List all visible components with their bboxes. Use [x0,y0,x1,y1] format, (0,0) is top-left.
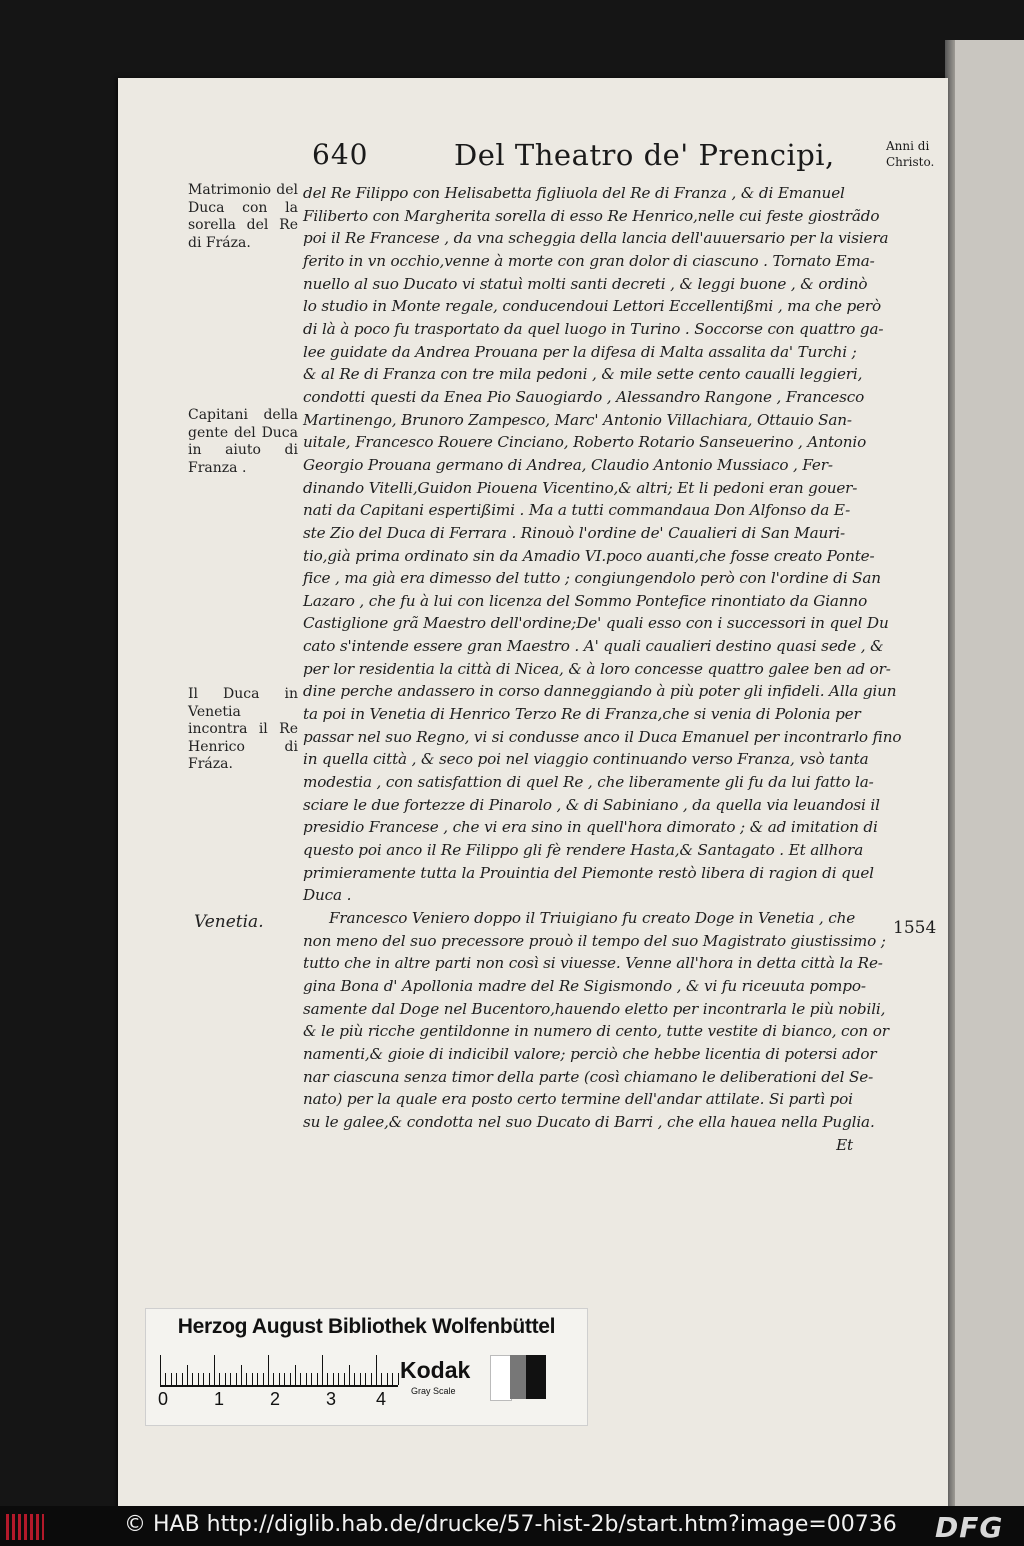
text-line: lee guidate da Andrea Prouana per la difesa di Malta assalita da' Turchi ; [303,342,857,361]
text-line: per lor residentia la città di Nicea, & à loro concesse quattro galee ben ad or- [303,659,891,678]
ruler-tick [306,1373,307,1385]
ruler-tick [295,1365,296,1385]
ruler-tick [392,1373,393,1385]
ruler-tick [349,1365,350,1385]
text-line: namenti,& gioie di indicibil valore; perciò che hebbe licentia di potersi ador [303,1044,877,1063]
ruler-tick [165,1373,166,1385]
ruler-tick [246,1373,247,1385]
text-line: di là à poco fu trasportato da quel luogo in Turino . Soccorse con quattro ga- [303,319,884,338]
ruler-tick [387,1373,388,1385]
text-line: non meno del suo precessore prouò il tempo del suo Magistrato giustissimo ; [303,931,886,950]
text-line: Georgio Prouana germano di Andrea, Claudio Antonio Mussiaco , Fer- [303,455,833,474]
text-line: gina Bona d' Apollonia madre del Re Sigismondo , & vi fu riceuuta pompo- [303,976,866,995]
ruler-tick [381,1373,382,1385]
margin-note: Matrimonio del Duca con la sorella del Re di Fráza. [188,182,298,251]
text-line: primieramente tutta la Prouintia del Piemonte restò libera di ragion di quel [303,863,874,882]
ruler-tick [365,1373,366,1385]
text-line: del Re Filippo con Helisabetta figliuola del Re di Franza , & di Emanuel [303,184,845,202]
text-line: & al Re di Franza con tre mila pedoni , & mile sette cento caualli leggieri, [303,365,863,384]
ruler-tick [327,1373,328,1385]
ruler-tick [192,1373,193,1385]
ruler-tick [176,1373,177,1385]
ruler-tick [300,1373,301,1385]
ruler-tick [230,1373,231,1385]
footer-url[interactable]: © HAB http://diglib.hab.de/drucke/57-hist-2b/start.htm?image=00736 [124,1512,897,1537]
ruler-tick [257,1373,258,1385]
text-line: su le galee,& condotta nel suo Ducato di Barri , che ella hauea nella Puglia. [303,1112,875,1131]
ruler-tick [219,1373,220,1385]
ruler-number: 3 [326,1389,337,1409]
text-line: nar ciascuna senza timor della parte (così chiamano le deliberationi del Se- [303,1067,874,1086]
ruler-tick [273,1373,274,1385]
ruler-tick [263,1373,264,1385]
text-line: uitale, Francesco Rouere Cinciano, Roberto Rotario Sanseuerino , Antonio [303,433,867,452]
text-line: presidio Francese , che vi era sino in quell'hora dimorato ; & ad imitation di [303,818,878,837]
year-head-line: Anni di [886,139,930,153]
year-column-heading [886,138,956,170]
text-line: poi il Re Francese , da vna scheggia della lancia dell'auuersario per la visiera [303,229,889,248]
text-line: Francesco Veniero doppo il Triuigiano fu creato Doge in Venetia , che [329,909,856,927]
margin-year: 1554 [893,918,937,938]
text-line: cato s'intende essere gran Maestro . A' quali caualieri destino quasi sede , & [303,637,884,656]
ruler-number: 4 [376,1389,387,1409]
ruler-tick [290,1373,291,1385]
ruler-tick [182,1373,183,1385]
text-line: Castiglione grã Maestro dell'ordine;De' quali esso con i successori in quel Du [303,614,889,633]
catchword: Et [836,1135,853,1154]
gray-patch-black [526,1355,546,1399]
text-line: passar nel suo Regno, vi si condusse anco il Duca Emanuel per incontrarlo fino [303,727,902,746]
text-line: Filiberto con Margherita sorella di esso Re Henrico,nelle cui feste giostrãdo [303,206,880,225]
ruler-tick [225,1373,226,1385]
text-line: questo poi anco il Re Filippo gli fè rendere Hasta,& Santagato . Et allhora [303,841,864,860]
text-line: tio,già prima ordinato sin da Amadio VI.poco auanti,che fosse creato Ponte- [303,546,875,565]
text-line: condotti questi da Enea Pio Sauogiardo , Alessandro Rangone , Francesco [303,387,865,406]
margin-note: Venetia. [194,912,264,932]
kodak-subtitle: Gray Scale [411,1386,456,1396]
text-line: Duca . [303,886,352,905]
text-line: nato) per la quale era posto certo termine dell'andar attilate. Si partì poi [303,1090,853,1109]
ruler-number: 1 [214,1389,225,1409]
text-line: dine perche andassero in corso danneggiando à più poter gli infideli. Alla giun [303,682,897,701]
text-line: modestia , con satisfattion di quel Re , che liberamente gli fu da lui fatto la- [303,773,874,792]
barcode-icon [6,1514,44,1540]
ruler-tick [241,1365,242,1385]
text-line: Martinengo, Brunoro Zampesco, Marc' Antonio Villachiara, Ottauio San- [303,410,852,429]
text-line: in quella città , & seco poi nel viaggio continuando verso Franza, vsò tanta [303,750,869,769]
page-header [312,136,952,182]
text-line: lo studio in Monte regale, conducendoui Lettori Eccellentißmi , ma che però [303,297,882,316]
gray-patch-mid [510,1355,526,1399]
ruler-tick [252,1373,253,1385]
text-line: nati da Capitani espertißimi . Ma a tutti commandaua Don Alfonso da E- [303,501,851,520]
ruler-tick [284,1373,285,1385]
page-number: 640 [312,138,369,171]
text-line: fice , ma già era dimesso del tutto ; congiungendolo però con l'ordine di San [303,569,881,588]
viewer-footer [0,1506,1024,1546]
ruler-tick [236,1373,237,1385]
card-title: Herzog August Bibliothek Wolfenbüttel [177,1315,556,1338]
ruler-tick [322,1355,323,1385]
text-line: ferito in vn occhio,venne à morte con gran dolor di ciascuno . Tornato Ema- [303,251,875,270]
ruler-tick [344,1373,345,1385]
text-line: Lazaro , che fu à lui con licenza del Sommo Pontefice rinontiato da Gianno [303,591,868,610]
ruler-tick [360,1373,361,1385]
text-line: & le più ricche gentildonne in numero di cento, tutte vestite di bianco, con or [303,1022,889,1041]
kodak-logo: Kodak [400,1357,471,1383]
ruler [160,1353,398,1387]
ruler-tick [268,1355,269,1385]
ruler-tick [187,1365,188,1385]
ruler-number: 2 [270,1389,281,1409]
ruler-tick [160,1355,161,1385]
ruler-tick [171,1373,172,1385]
text-line: dinando Vitelli,Guidon Piouena Vicentino,& altri; Et li pedoni eran gouer- [303,478,858,497]
ruler-tick [311,1373,312,1385]
dfg-logo: DFG [935,1511,1004,1544]
ruler-tick [398,1373,399,1385]
ruler-tick [203,1373,204,1385]
ruler-tick [317,1373,318,1385]
text-line: sciare le due fortezze di Pinarolo , & di Sabiniano , da quella via leuandosi il [303,795,880,814]
ruler-tick [376,1355,377,1385]
ruler-tick [354,1373,355,1385]
ruler-tick [279,1373,280,1385]
running-title: Del Theatro de' Prencipi, [454,138,835,172]
ruler-tick [198,1373,199,1385]
text-line: samente dal Doge nel Bucentoro,hauendo eletto per incontrarla le più nobili, [303,999,886,1018]
gray-patch-white [490,1355,512,1401]
margin-note: Capitani della gente del Duca in aiuto di Franza . [188,407,298,476]
margin-note: Il Duca in Venetia incontra il Re Henrico di Fráza. [188,686,298,772]
ruler-tick [338,1373,339,1385]
facing-page [945,40,1024,1506]
color-calibration-card [145,1308,588,1426]
text-line: ste Zio del Duca di Ferrara . Rinouò l'ordine de' Caualieri di San Mauri- [303,523,845,542]
ruler-number: 0 [158,1389,169,1409]
text-line: nuello al suo Ducato vi statuì molti santi decreti , & leggi buone , & ordinò [303,274,868,293]
ruler-tick [371,1373,372,1385]
ruler-tick [214,1355,215,1385]
text-line: ta poi in Venetia di Henrico Terzo Re di Franza,che si venia di Polonia per [303,705,861,724]
text-line: tutto che in altre parti non così si viuesse. Venne all'hora in detta città la Re- [303,954,883,973]
body-text [303,182,902,1156]
ruler-tick [333,1373,334,1385]
year-head-line: Christo. [886,155,935,169]
ruler-tick [209,1373,210,1385]
